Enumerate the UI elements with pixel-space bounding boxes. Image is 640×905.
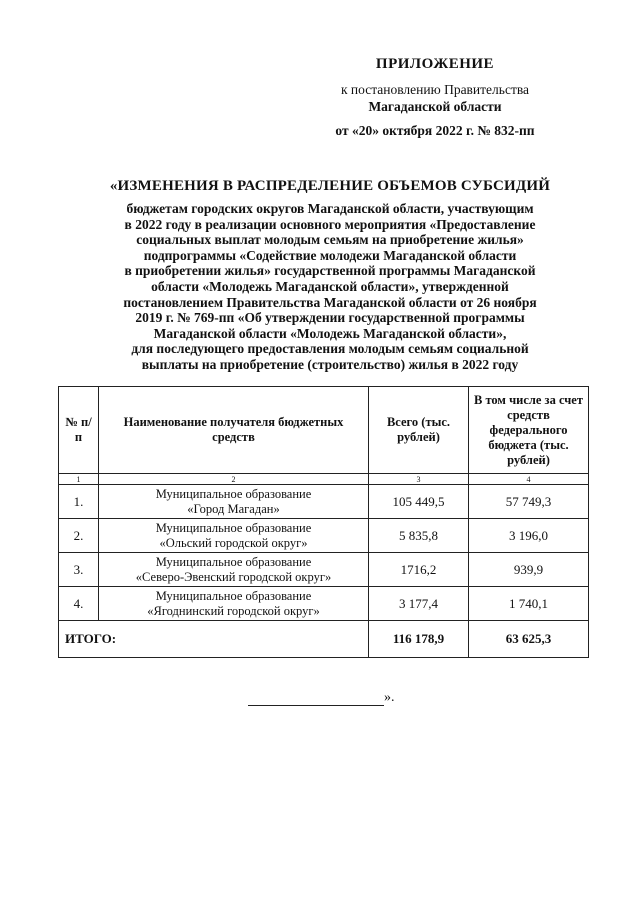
row-name-line-1: Муниципальное образование — [155, 588, 312, 603]
row-name — [99, 485, 369, 519]
row-name — [99, 553, 369, 587]
appendix-line-1: к постановлению Правительства — [340, 82, 530, 97]
table-header-row — [59, 387, 589, 474]
row-total: 5 835,8 — [369, 519, 469, 553]
row-name-line-2: «Ягоднинский городской округ» — [147, 603, 320, 618]
heading-line: в 2022 году в реализации основного мероприятия «Предоставление — [124, 216, 536, 232]
document-heading — [70, 178, 590, 373]
appendix-line-2: Магаданской области — [368, 99, 502, 114]
row-total: 105 449,5 — [369, 485, 469, 519]
heading-line: для последующего предоставления молодым семьям социальной — [131, 341, 529, 357]
closing-line — [248, 691, 384, 706]
row-federal: 939,9 — [469, 553, 589, 587]
appendix-block — [300, 56, 570, 139]
table-row — [59, 587, 589, 621]
row-num: 1. — [59, 485, 99, 519]
header-num: № п/п — [59, 387, 99, 474]
heading-line: подпрограммы «Содействие молодежи Магаданской области — [143, 247, 517, 263]
heading-main: «ИЗМЕНЕНИЯ В РАСПРЕДЕЛЕНИЕ ОБЪЕМОВ СУБСИДИЙ — [109, 178, 551, 194]
col-number: 4 — [469, 474, 589, 485]
row-name-line-1: Муниципальное образование — [155, 554, 312, 569]
row-total: 1716,2 — [369, 553, 469, 587]
row-name-line-2: «Город Магадан» — [187, 501, 280, 516]
subsidy-table — [58, 386, 589, 658]
row-total: 3 177,4 — [369, 587, 469, 621]
appendix-line-3: от «20» октября 2022 г. № 832-пп — [335, 123, 535, 138]
total-federal-value: 63 625,3 — [469, 621, 589, 658]
row-federal: 1 740,1 — [469, 587, 589, 621]
row-name-line-2: «Ольский городской округ» — [159, 535, 308, 550]
appendix-title: ПРИЛОЖЕНИЕ — [375, 56, 495, 72]
row-num: 3. — [59, 553, 99, 587]
total-value: 116 178,9 — [369, 621, 469, 658]
table-row — [59, 553, 589, 587]
heading-line: 2019 г. № 769-пп «Об утверждении государственной программы — [135, 310, 525, 326]
row-name-line-1: Муниципальное образование — [155, 486, 312, 501]
table-row — [59, 485, 589, 519]
heading-line: социальных выплат молодым семьям на приобретение жилья» — [136, 232, 524, 248]
row-num: 4. — [59, 587, 99, 621]
row-federal: 57 749,3 — [469, 485, 589, 519]
row-name — [99, 587, 369, 621]
row-name — [99, 519, 369, 553]
heading-line: в приобретении жилья» государственной программы Магаданской — [124, 263, 536, 279]
closing-quote: ». — [384, 690, 395, 705]
row-federal: 3 196,0 — [469, 519, 589, 553]
heading-line: Магаданской области «Молодежь Магаданской области», — [153, 325, 507, 341]
heading-line: бюджетам городских округов Магаданской области, участвующим — [126, 201, 534, 216]
row-name-line-2: «Северо-Эвенский городской округ» — [135, 569, 332, 584]
heading-line: постановлением Правительства Магаданской области от 26 ноября — [123, 294, 537, 310]
header-total: Всего (тыс. рублей) — [369, 387, 469, 474]
total-row — [59, 621, 589, 658]
heading-line: выплаты на приобретение (строительство) жилья в 2022 году — [141, 356, 519, 372]
table-row — [59, 519, 589, 553]
col-number: 2 — [99, 474, 369, 485]
col-number: 1 — [59, 474, 99, 485]
row-name-line-1: Муниципальное образование — [155, 520, 312, 535]
closing-mark — [248, 690, 395, 706]
column-number-row — [59, 474, 589, 485]
row-num: 2. — [59, 519, 99, 553]
heading-line: области «Молодежь Магаданской области», утвержденной — [151, 278, 509, 294]
header-federal: В том числе за счет средств федерального бюджета (тыс. рублей) — [469, 387, 589, 474]
total-label: ИТОГО: — [59, 621, 369, 658]
col-number: 3 — [369, 474, 469, 485]
header-name: Наименование получателя бюджетных средств — [99, 387, 369, 474]
